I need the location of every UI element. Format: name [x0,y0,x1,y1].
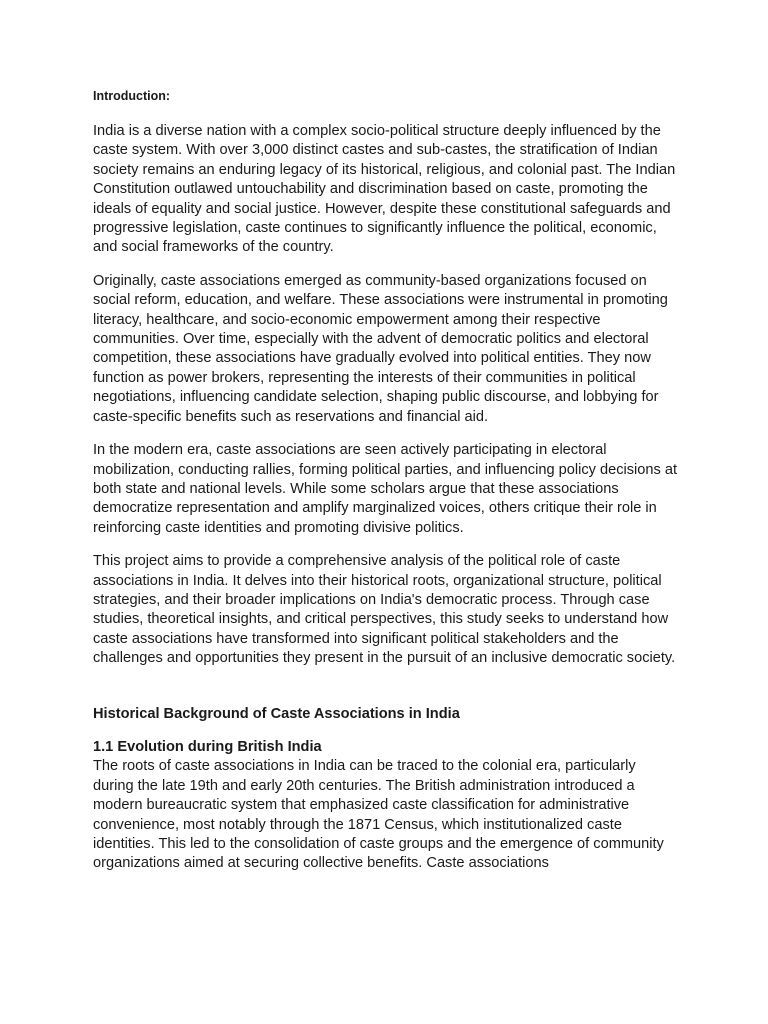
intro-paragraph-3: In the modern era, caste associations are seen actively participating in electoral mobilization, conducting rallies, forming political parties, and influencing policy decisions at both state and national levels. While some scholars argue that these associations democratize representation and amplify marginalized voices, others critique their role in reinforcing caste identities and promoting divisive politics. [93,442,678,536]
document-page [93,88,678,874]
intro-paragraph-4: This project aims to provide a comprehensive analysis of the political role of caste associations in India. It delves into their historical roots, organizational structure, political strategies, and their broader implications on India's democratic process. Through case studies, theoretical insights, and critical perspectives, this study seeks to understand how caste associations have transformed into significant political stakeholders and the challenges and opportunities they present in the pursuit of an inclusive democratic society. [93,553,676,667]
subsection-heading: 1.1 Evolution during British India [93,738,322,755]
intro-paragraph-2: Originally, caste associations emerged as community-based organizations focused on social reform, education, and welfare. These associations were instrumental in promoting literacy, healthcare, and socio-economic empowerment among their respective communities. Over time, especially with the advent of democratic politics and electoral competition, these associations have gradually evolved into political entities. They now function as power brokers, representing the interests of their communities in political negotiations, influencing candidate selection, shaping public discourse, and lobbying for caste-specific benefits such as reservations and financial aid. [93,272,668,425]
subsection-paragraph: The roots of caste associations in India can be traced to the colonial era, particularly during the late 19th and early 20th centuries. The British administration introduced a modern bureaucratic system that emphasized caste classification for administrative convenience, most notably through the 1871 Census, which institutionalized caste identities. This led to the consolidation of caste groups and the emergence of community organizations aimed at securing collective benefits. Caste associations [93,758,664,872]
section-heading: Historical Background of Caste Associations in India [93,705,460,722]
intro-paragraph-1: India is a diverse nation with a complex socio-political structure deeply influenced by the caste system. With over 3,000 distinct castes and sub-castes, the stratification of Indian society remains an enduring legacy of its historical, religious, and colonial past. The Indian Constitution outlawed untouchability and discrimination based on caste, promoting the ideals of equality and social justice. However, despite these constitutional safeguards and progressive legislation, caste continues to significantly influence the political, economic, and social frameworks of the country. [93,123,676,256]
introduction-heading: Introduction: [93,89,171,103]
